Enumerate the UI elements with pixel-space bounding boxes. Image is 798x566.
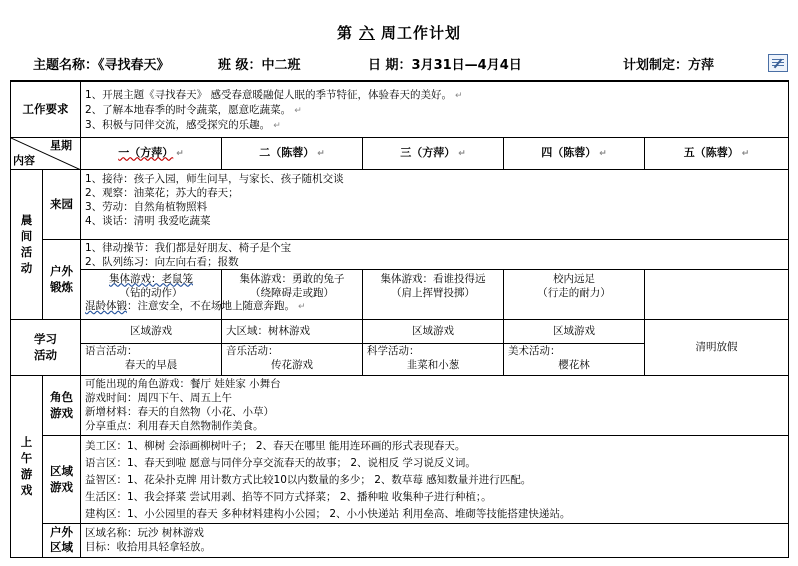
- corner-content-label: 内容: [13, 153, 35, 167]
- study-area-monday: 区域游戏: [81, 319, 222, 343]
- page-title: 第 六 周工作计划: [336, 24, 462, 42]
- plan-maker: 计划制定：方萍: [623, 58, 715, 73]
- day-thursday: 四（陈蓉） ↵: [504, 137, 645, 169]
- requirements-label: 工作要求: [11, 81, 81, 137]
- role-play-item: 可能出现的角色游戏：餐厅 娃娃家 小舞台: [85, 377, 281, 390]
- study-activity-thursday: 美术活动： 樱花林: [504, 343, 645, 375]
- theme-name: 主题名称：《寻找春天》: [33, 58, 170, 73]
- date-range: 日 期：3月31日—4月4日: [368, 58, 522, 73]
- requirements-row: [11, 81, 789, 137]
- day-wednesday: 三（方萍） ↵: [363, 137, 504, 169]
- study-label: 学习活动: [11, 319, 81, 375]
- edit-document-icon[interactable]: [768, 54, 788, 72]
- role-play-item: 游戏时间：周四下午、周五上午: [85, 391, 232, 404]
- requirement-item: 3、积极与同伴交流，感受探究的乐趣。 ↵: [85, 119, 281, 131]
- plan-table: [10, 80, 789, 558]
- requirements-content: [81, 81, 789, 137]
- role-play-item: 新增材料：春天的自然物（小花、小草）: [85, 405, 274, 418]
- morning-label: 晨间活动: [11, 169, 43, 319]
- study-area-wednesday: 区域游戏: [363, 319, 504, 343]
- requirement-item: 1、开展主题《寻找春天》 感受春意暖融促人眠的季节特征，体验春天的美好。 ↵: [85, 89, 463, 101]
- arrival-item: 4、谈话：清明 我爱吃蔬菜: [85, 214, 211, 227]
- week-number: 六: [358, 24, 375, 42]
- outdoor-exercise-row: [11, 239, 789, 269]
- outdoor-area-row: [11, 523, 789, 557]
- arrival-row: [11, 169, 789, 239]
- outdoor-exercise-label: 户外锻炼: [43, 239, 81, 319]
- area-play-item: 美工区：1、柳树 会添画柳树叶子； 2、春天在哪里 能用连环画的形式表现春天。: [85, 439, 466, 452]
- game-thursday: 校内远足 （行走的耐力）: [504, 269, 645, 319]
- area-play-content: [81, 435, 789, 523]
- study-activity-monday: 语言活动： 春天的早晨: [81, 343, 222, 375]
- area-play-label: 区域游戏: [43, 435, 81, 523]
- role-play-label: 角色游戏: [43, 375, 81, 435]
- day-monday: 一（方萍） ↵: [81, 137, 222, 169]
- game-wednesday: 集体游戏：看谁投得远 （肩上挥臂投掷）: [363, 269, 504, 319]
- game-tuesday: 集体游戏：勇敢的兔子 （绕障碍走或跑）: [222, 269, 363, 319]
- exercise-item: 2、队列练习：向左向右看；报数: [85, 255, 239, 268]
- outdoor-area-content: [81, 523, 789, 557]
- study-activity-tuesday: 音乐活动： 传花游戏: [222, 343, 363, 375]
- outdoor-exercise-content: [81, 239, 789, 269]
- outdoor-area-item: 目标：收拾用具轻拿轻放。: [85, 540, 211, 553]
- area-play-item: 生活区：1、我会择菜 尝试用剥、掐等不同方式择菜； 2、播种啦 收集种子进行种植；。: [85, 490, 492, 503]
- role-play-content: [81, 375, 789, 435]
- exercise-item: 1、律动操节：我们都是好朋友、椅子是个宝: [85, 241, 292, 254]
- game-friday: [645, 269, 789, 319]
- area-play-item: 语言区：1、春天到啦 愿意与同伴分享交流春天的故事； 2、说相反 学习说反义词。: [85, 456, 476, 469]
- corner-cell: [11, 137, 81, 169]
- arrival-label: 来园: [43, 169, 81, 239]
- study-area-row: [11, 319, 789, 343]
- study-area-thursday: 区域游戏: [504, 319, 645, 343]
- day-tuesday: 二（陈蓉） ↵: [222, 137, 363, 169]
- outdoor-area-label: 户外区域: [43, 523, 81, 557]
- arrival-item: 2、观察：油菜花；苏大的春天；: [85, 186, 239, 199]
- days-header-row: [11, 137, 789, 169]
- role-play-item: 分享重点：利用春天自然物制作美食。: [85, 419, 264, 432]
- exercise-note: 混龄体锻：注意安全，不在场地上随意奔跑。 ↵: [85, 300, 306, 312]
- arrival-item: 1、接待：孩子入园，师生问早，与家长、孩子随机交谈: [85, 172, 344, 185]
- study-activity-wednesday: 科学活动： 韭菜和小葱: [363, 343, 504, 375]
- area-play-item: 益智区：1、花朵扑克牌 用计数方式比较10以内数量的多少； 2、数草莓 感知数量并进行匹配。: [85, 473, 532, 486]
- game-monday: 集体游戏：老鼠笼 （钻的动作）: [81, 269, 222, 319]
- arrival-content: [81, 169, 789, 239]
- arrival-item: 3、劳动：自然角植物照料: [85, 200, 208, 213]
- area-play-row: [11, 435, 789, 523]
- holiday-cell: 清明放假: [645, 319, 789, 375]
- outdoor-area-item: 区域名称：玩沙 树林游戏: [85, 526, 204, 539]
- day-friday: 五（陈蓉） ↵: [645, 137, 789, 169]
- corner-weekday-label: 星期: [50, 138, 72, 152]
- forenoon-label: 上午游戏: [11, 375, 43, 557]
- class-name: 班 级：中二班: [218, 58, 301, 73]
- requirement-item: 2、了解本地春季的时令蔬菜，愿意吃蔬菜。 ↵: [85, 104, 302, 116]
- role-play-row: [11, 375, 789, 435]
- study-area-tuesday: 大区域：树林游戏: [222, 319, 363, 343]
- area-play-item: 建构区：1、小公园里的春天 多种材料建构小公园； 2、小小快递站 利用垒高、堆砌等技能搭建快递站。: [85, 507, 571, 520]
